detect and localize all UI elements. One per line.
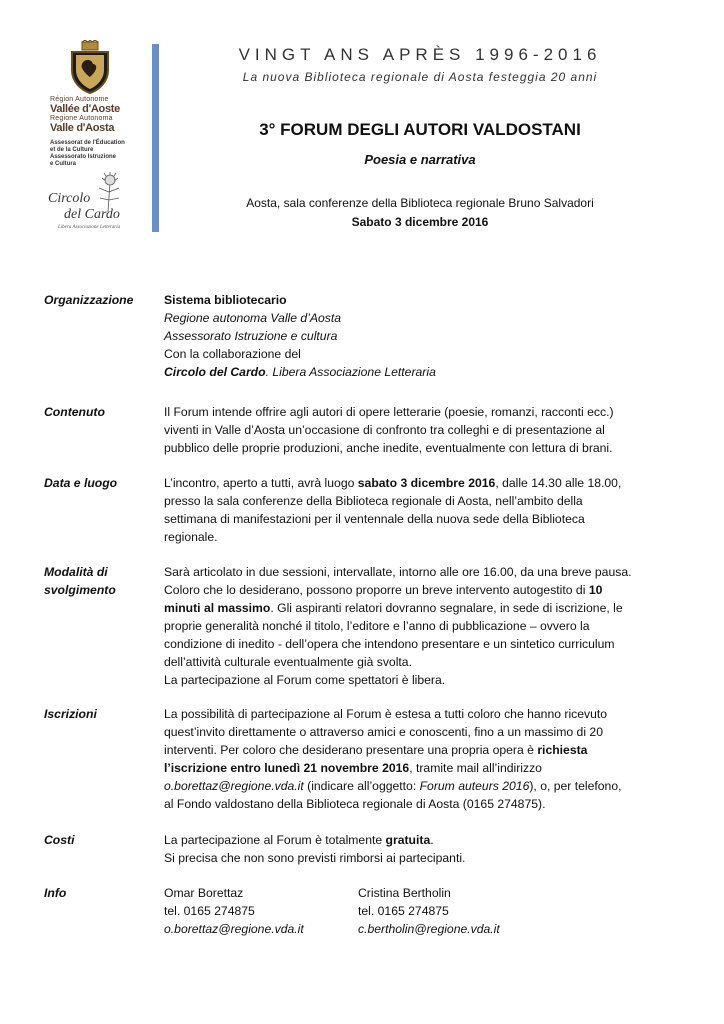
section-label — [44, 563, 154, 599]
text-span: interventi. Per coloro che desiderano presentare una propria opera è — [164, 743, 538, 757]
circolo-desc: . Libera Associazione Letteraria — [265, 365, 436, 379]
section-label: Iscrizioni — [44, 707, 97, 721]
text-span: L’incontro, aperto a tutti, avrà luogo — [164, 476, 358, 490]
text-span-bold: sabato 3 dicembre 2016 — [357, 476, 496, 490]
section-content — [164, 705, 684, 813]
text-line: regionale. — [164, 530, 218, 544]
contact-tel: tel. 0165 274875 — [358, 904, 449, 918]
text-line: settimana di manifestazioni per il ventennale della nuova sede della Biblioteca — [164, 512, 585, 526]
anniversary-subtitle: La nuova Biblioteca regionale di Aosta festeggia 20 anni — [242, 70, 598, 84]
section-label: Info — [44, 886, 67, 900]
page-subtitle: Poesia e narrativa — [364, 152, 476, 167]
text-span: , dalle 14.30 alle 18.00, — [495, 476, 622, 490]
text-line: La possibilità di partecipazione al Forum è estesa a tutti coloro che hanno ricevuto — [164, 707, 608, 721]
text-span: ), o, per telefono, — [529, 779, 622, 793]
section-data-luogo — [44, 474, 684, 549]
contact-tel: tel. 0165 274875 — [164, 904, 255, 918]
region-line-4: Valle d'Aosta — [50, 122, 115, 134]
region-logo-text — [50, 96, 150, 134]
assess-line-4: e Cultura — [50, 161, 77, 167]
section-modalita — [44, 563, 684, 693]
text-line: viventi in Valle d’Aosta un’occasione di confronto tra colleghi e di presentazione al — [164, 423, 605, 437]
org-line: Assessorato Istruzione e cultura — [164, 329, 338, 343]
text-line: Sarà articolato in due sessioni, intervallate, intorno alle ore 16.00, da una breve pausa. — [164, 565, 632, 579]
text-line — [164, 777, 684, 795]
section-content — [164, 563, 684, 689]
text-line: proprie generalità nonché il titolo, l’editore e l’anno di pubblicazione – ovvero la — [164, 619, 590, 633]
assess-line-2: et de la Culture — [50, 147, 94, 153]
section-costi — [44, 831, 684, 871]
section-content — [164, 291, 684, 381]
section-info — [44, 884, 684, 940]
text-line: pubblico delle proprie produzioni, anche inedite, eventualmente con lettura di brani. — [164, 441, 613, 455]
section-label: Costi — [44, 833, 75, 847]
text-line — [164, 831, 684, 849]
section-content — [164, 403, 684, 457]
text-span-italic: Forum auteurs 2016 — [419, 779, 530, 793]
org-line — [164, 363, 684, 381]
section-content — [164, 474, 684, 546]
anniversary-heading: VINGT ANS APRÈS 1996-2016 — [238, 45, 602, 64]
label-line: Modalità di — [44, 565, 108, 579]
assess-line-3: Assessorato Istruzione — [50, 154, 117, 160]
text-line: presso la sala conferenze della Biblioteca regionale di Aosta, nell’ambito della — [164, 494, 583, 508]
section-iscrizioni — [44, 705, 684, 817]
page-title: 3° FORUM DEGLI AUTORI VALDOSTANI — [259, 120, 581, 139]
text-line: dell’attività culturale eventualmente già svolta. — [164, 655, 412, 669]
region-line-3: Regione Autonoma — [50, 115, 113, 122]
text-line: La partecipazione al Forum come spettatori è libera. — [164, 673, 446, 687]
circolo-name: Circolo del Cardo — [164, 365, 266, 379]
circolo-tagline: Libera Associazione Letteraria — [58, 225, 121, 230]
text-span: . Gli aspiranti relatori dovranno segnalare, in sede di iscrizione, le — [270, 601, 623, 615]
contact-card — [164, 884, 354, 938]
text-line — [164, 599, 684, 617]
text-line: quest’invito direttamente o attraverso amici e conoscenti, fino a un massimo di 20 — [164, 725, 603, 739]
contact-card — [358, 884, 578, 938]
aosta-coat-of-arms-icon — [68, 40, 112, 94]
email-link[interactable]: o.borettaz@regione.vda.it — [164, 779, 304, 793]
circolo-line-2: del Cardo — [64, 207, 120, 222]
text-line: al Fondo valdostano della Biblioteca regionale di Aosta (0165 274875). — [164, 797, 546, 811]
text-line: condizione di inedito - dell’opera che intendono presentare e un sintetico curriculum — [164, 637, 615, 651]
event-date: Sabato 3 dicembre 2016 — [351, 215, 489, 229]
text-span: (indicare all’oggetto: — [303, 779, 420, 793]
label-line: svolgimento — [44, 583, 116, 597]
text-line: Il Forum intende offrire agli autori di opere letterarie (poesie, romanzi, racconti ecc.) — [164, 405, 614, 419]
text-span: , tramite mail all’indirizzo — [409, 761, 542, 775]
text-span-bold: richiesta — [537, 743, 588, 757]
region-line-1: Région Autonome — [50, 96, 109, 103]
text-line — [164, 581, 684, 599]
section-label: Data e luogo — [44, 476, 118, 490]
contact-name: Cristina Bertholin — [358, 886, 451, 900]
contact-name: Omar Borettaz — [164, 886, 244, 900]
section-label: Organizzazione — [44, 293, 134, 307]
org-line: Regione autonoma Valle d’Aosta — [164, 311, 342, 325]
text-span-bold: l’iscrizione entro lunedì 21 novembre 2016 — [164, 761, 410, 775]
section-contenuto — [44, 403, 684, 459]
circolo-del-cardo-logo — [46, 172, 138, 232]
text-span: . — [430, 833, 434, 847]
assessorato-text — [50, 140, 150, 168]
text-span-bold: gratuita — [385, 833, 431, 847]
region-line-2: Vallée d'Aoste — [50, 103, 120, 115]
page-header — [170, 44, 670, 84]
contact-email-link[interactable]: c.bertholin@regione.vda.it — [358, 922, 500, 936]
text-span: La partecipazione al Forum è totalmente — [164, 833, 386, 847]
text-span-bold: minuti al massimo — [164, 601, 271, 615]
text-line — [164, 474, 684, 492]
section-content — [164, 831, 684, 867]
text-span-bold: 10 — [588, 583, 603, 597]
org-line: Sistema bibliotecario — [164, 293, 287, 307]
text-line — [164, 741, 684, 759]
event-place: Aosta, sala conferenze della Biblioteca regionale Bruno Salvadori — [246, 196, 594, 210]
header-accent-bar — [152, 44, 159, 232]
contact-email-link[interactable]: o.borettaz@regione.vda.it — [164, 922, 304, 936]
section-label: Contenuto — [44, 405, 105, 419]
text-line: Si precisa che non sono previsti rimborsi ai partecipanti. — [164, 851, 466, 865]
text-line — [164, 759, 684, 777]
text-span: Coloro che lo desiderano, possono proporre un breve intervento autogestito di — [164, 583, 589, 597]
section-organizzazione — [44, 291, 684, 386]
event-place-date — [170, 194, 670, 232]
assess-line-1: Assessorat de l'Éducation — [50, 140, 125, 146]
circolo-line-1: Circolo — [48, 191, 91, 206]
org-line: Con la collaborazione del — [164, 347, 301, 361]
